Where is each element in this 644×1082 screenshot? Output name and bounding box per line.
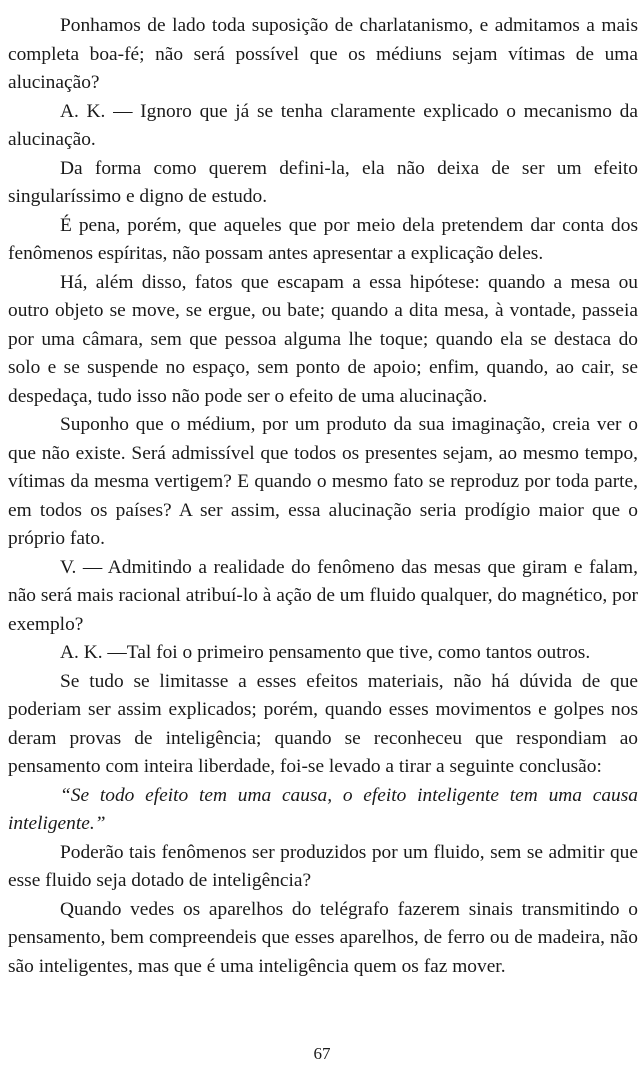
- paragraph: Há, além disso, fatos que escapam a essa hipótese: quando a mesa ou outro objeto se move, se ergue, ou bate; quando a dita mesa, à vontade, passeia por uma câmara, sem que pessoa alguma lhe toque; quando ela se destaca do solo e se suspende no espaço, sem ponto de apoio; enfim, quando, ao cair, se despedaça, tudo isso não pode ser o efeito de uma alucinação.: [8, 271, 638, 407]
- quote-paragraph: “Se todo efeito tem uma causa, o efeito inteligente tem uma causa inteligente.”: [8, 784, 638, 834]
- paragraph: Poderão tais fenômenos ser produzidos por um fluido, sem se admitir que esse fluido seja dotado de inteligência?: [8, 841, 638, 891]
- paragraph: Se tudo se limitasse a esses efeitos materiais, não há dúvida de que poderiam ser assim explicados; porém, quando esses movimentos e golpes nos deram provas de inteligência; quando se reconheceu que respondiam ao pensamento com inteira liberdade, foi-se levado a tirar a seguinte conclusão:: [8, 670, 638, 777]
- paragraph: Quando vedes os aparelhos do telégrafo fazerem sinais transmitindo o pensamento, bem compreendeis que esses aparelhos, de ferro ou de madeira, não são inteligentes, mas que é uma inteligência quem os faz mover.: [8, 898, 638, 977]
- paragraph: Suponho que o médium, por um produto da sua imaginação, creia ver o que não existe. Será admissível que todos os presentes sejam, ao mesmo tempo, vítimas da mesma vertigem? E quando o mesmo fato se reproduz por toda parte, em todos os países? A ser assim, essa alucinação seria prodígio maior que o próprio fato.: [8, 414, 638, 549]
- paragraph: V. — Admitindo a realidade do fenômeno das mesas que giram e falam, não será mais racional atribuí-lo à ação de um fluido qualquer, do magnético, por exemplo?: [8, 556, 638, 635]
- speaker-label: V.: [60, 556, 77, 578]
- page-body: [8, 12, 638, 981]
- paragraph: Ponhamos de lado toda suposição de charlatanismo, e admitamos a mais completa boa-fé; não será possível que os médiuns sejam vítimas de uma alucinação?: [8, 15, 638, 93]
- paragraph: É pena, porém, que aqueles que por meio dela pretendem dar conta dos fenômenos espíritas, não possam antes apresentar a explicação deles.: [8, 214, 638, 264]
- speaker-label: A. K.: [60, 642, 103, 663]
- paragraph: Da forma como querem defini-la, ela não deixa de ser um efeito singularíssimo e digno de estudo.: [8, 157, 638, 207]
- paragraph: A. K. — Ignoro que já se tenha claramente explicado o mecanismo da alucinação.: [8, 100, 638, 150]
- speaker-label: A. K.: [60, 100, 106, 122]
- paragraph: A. K. —Tal foi o primeiro pensamento que tive, como tantos outros.: [60, 642, 591, 663]
- page-number: 67: [313, 1044, 331, 1063]
